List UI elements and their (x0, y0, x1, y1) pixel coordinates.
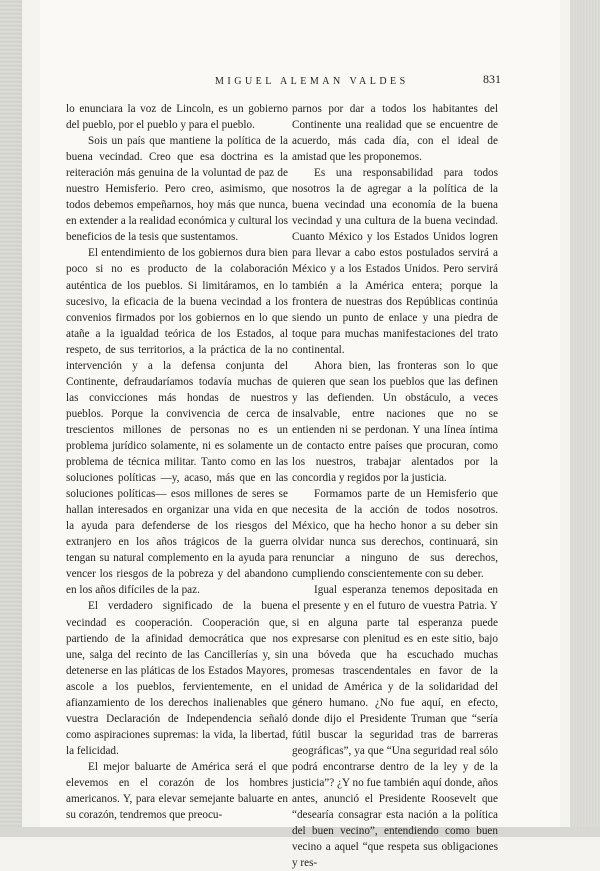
paragraph: El entendimiento de los gobiernos dura bien poco si no es producto de la colaboración auténtica de los pueblos. Si limitáramos, en lo sucesivo, la eficacia de la buena vecindad a los convenios firmados por los gobiernos en lo que atañe a la igualdad teórica de los Estados, al respeto, de sus territorios, a la práctica de la no intervención y a la defensa conjunta del Continente, defraudaríamos todavía muchas de las convicciones más hondas de nuestros pueblos. Porque la convivencia de cerca de trescientos millones de personas no es un problema jurídico solamente, ni es solamente un problema de técnica militar. Tanto como en las soluciones políticas —y, acaso, más que en las soluciones políticas— esos millones de seres se hallan interesados en organizar una vida en que la ayuda para defenderse de los riesgos del extranjero en los años trágicos de la guerra tengan su natural complemento en la ayuda para vencer los riesgos de la pobreza y del abandono en los años difíciles de la paz. (66, 247, 288, 597)
left-column (66, 101, 288, 823)
scan-edge-right (570, 0, 600, 837)
paragraph: Sois un país que mantiene la política de la buena vecindad. Creo que esa doctrina es la reiteración más genuina de la voluntad de paz de nuestro Hemisferio. Pero creo, asimismo, que todos debemos empeñarnos, hoy más que nunca, en extender a la realidad económica y cultural los beneficios de la tesis que sustentamos. (66, 135, 288, 244)
right-column (292, 101, 498, 871)
paragraph: Ahora bien, las fronteras son lo que quieren que sean los pueblos que las definen y las defienden. Un obstáculo, a veces insalvable, entre naciones que no se entienden ni se perdonan. Y una línea íntima de contacto entre países que procuran, como los nuestros, trabajar alentados por la concordia y regidos por la justicia. (292, 359, 498, 485)
scan-edge-left (0, 0, 22, 837)
paragraph: Igual esperanza tenemos depositada en el presente y en el futuro de vuestra Patria. Y si en alguna parte tal esperanza puede expresarse con plenitud es en este sitio, bajo una bóveda que ha escuchado muchas promesas trascendentales en favor de la unidad de América y de la solidaridad del género humano. ¿No fue aquí, en efecto, donde dijo el Presidente Truman que “sería fútil buscar la seguridad tras de barreras geográficas”, ya que “Una seguridad real sólo podrá encontrarse dentro de la ley y de la justicia”? ¿Y no fue también aquí donde, años antes, anunció el Presidente Roosevelt que “desearía consagrar esta nación a la política del buen vecino”, entendiendo como buen vecino a aquel “que respeta sus obligaciones y res- (292, 584, 498, 870)
paragraph: Es una responsabilidad para todos nosotros la de agregar a la política de la buena vecindad una economía de la buena vecindad y una cultura de la buena vecindad. Cuanto México y los Estados Unidos logren para llevar a cabo estos postulados servirá a México y a los Estados Unidos. Pero servirá también a la América entera; porque la frontera de nuestras dos Repúblicas continúa siendo un punto de enlace y una piedra de toque para muchas manifestaciones del trato continental. (292, 167, 498, 356)
paragraph: lo enunciara la voz de Lincoln, es un gobierno del pueblo, por el pueblo y para el pueblo. (66, 103, 288, 132)
page-number: 831 (483, 72, 501, 86)
running-head-title: MIGUEL ALEMAN VALDES (215, 76, 409, 87)
paragraph: El verdadero significado de la buena vecindad es cooperación. Cooperación que, partiendo de la afinidad democrática que nos une, salga del recinto de las Cancillerías y, sin detenerse en las pláticas de los Estados Mayores, ascole a los pueblos, fervientemente, en el afianzamiento de los derechos inalienables que vuestra Declaración de Independencia señaló como aspiraciones supremas: la vida, la libertad, la felicidad. (66, 600, 288, 757)
paragraph: parnos por dar a todos los habitantes del Continente una realidad que se encuentre de acuerdo, más cada día, con el ideal de amistad que les proponemos. (292, 103, 498, 164)
paragraph: El mejor baluarte de América será el que elevemos en el corazón de los hombres americanos. Y, para elevar semejante baluarte en su corazón, tendremos que preocu- (66, 760, 288, 822)
paragraph: Formamos parte de un Hemisferio que necesita de la acción de todos nosotros. México, que ha hecho honor a su deber sin olvidar nunca sus derechos, continuará, sin renunciar a ninguno de sus derechos, cumpliendo conscientemente con su deber. (292, 488, 498, 581)
